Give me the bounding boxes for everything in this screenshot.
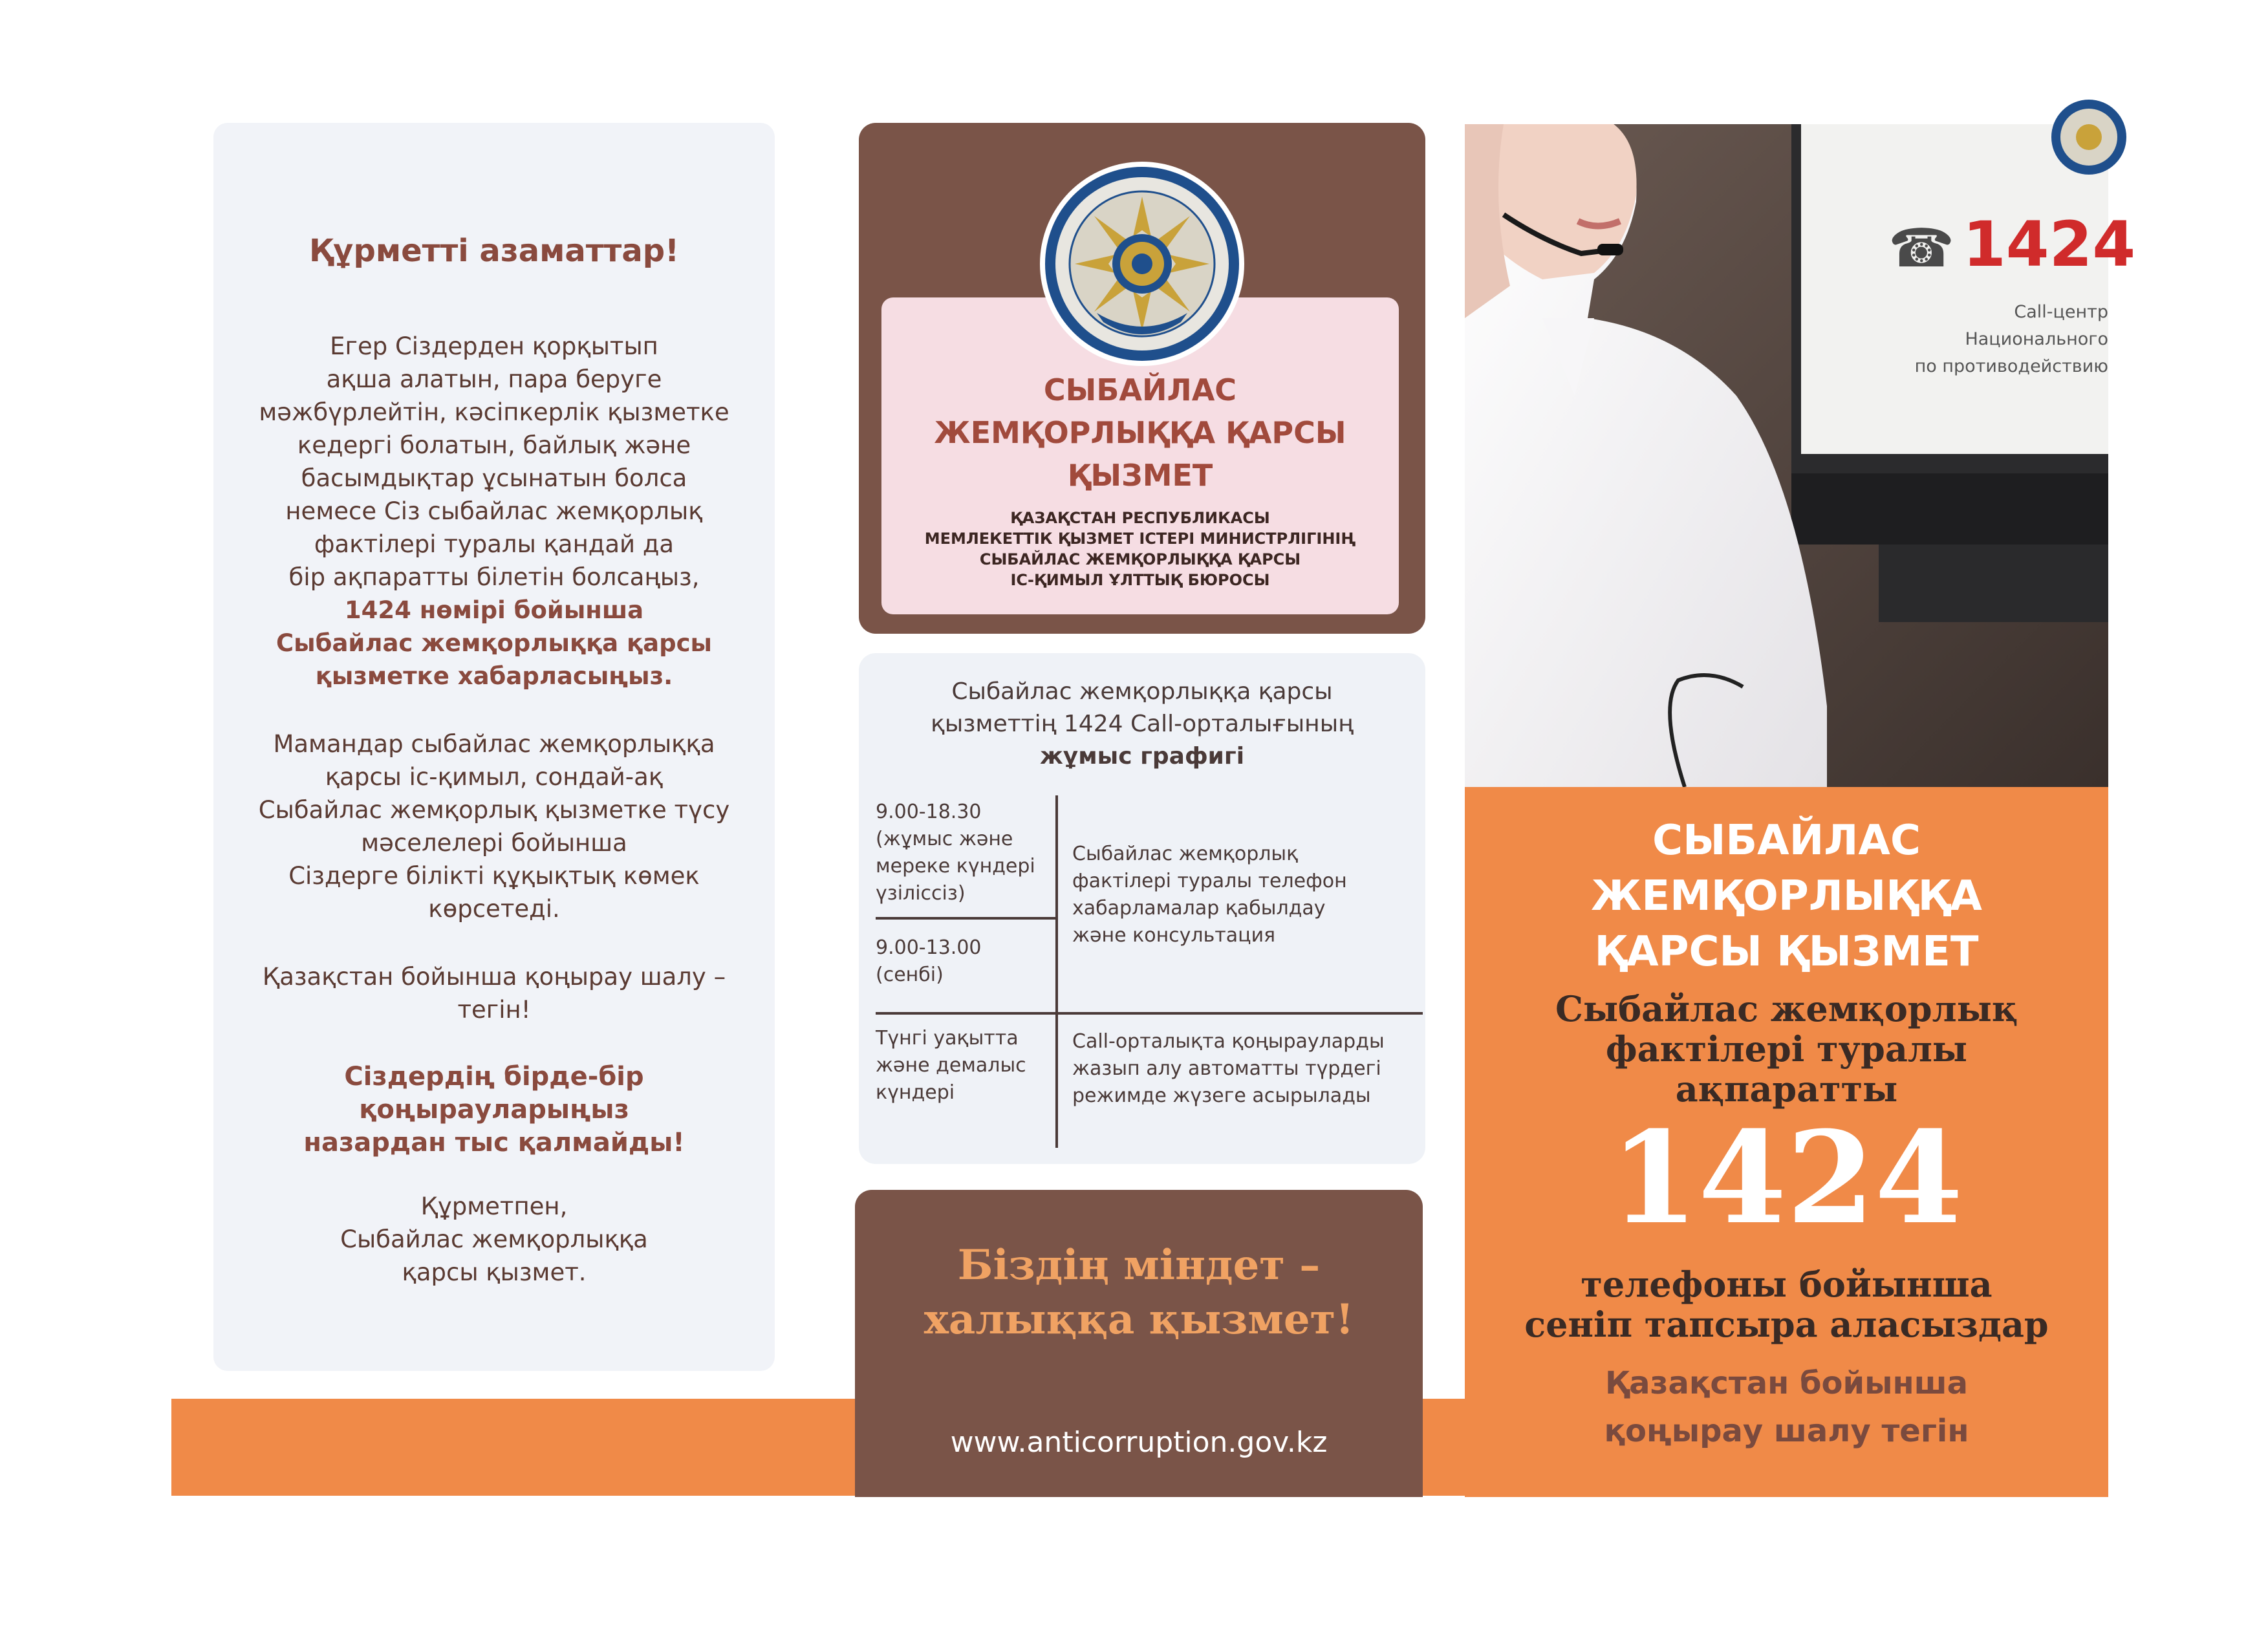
emblem-on-screen-icon bbox=[2050, 124, 2108, 176]
telephone-icon: ☎ bbox=[1888, 218, 1955, 279]
paragraph-3: Қазақстан бойынша қоңырау шалу – тегін! bbox=[262, 963, 726, 1024]
agency-title: СЫБАЙЛАС ЖЕМҚОРЛЫҚҚА ҚАРСЫ ҚЫЗМЕТ bbox=[934, 372, 1346, 493]
signature: Құрметпен, Сыбайлас жемқорлыққа қарсы қызмет. bbox=[340, 1192, 648, 1286]
row-divider bbox=[876, 1012, 1423, 1015]
left-panel bbox=[213, 123, 775, 1371]
screen-caption: Call-центр Национального по противодействию bbox=[1914, 302, 2108, 376]
column-divider bbox=[1055, 795, 1058, 1148]
hotline-lead: Сыбайлас жемқорлық фактілері туралы ақпаратты bbox=[1555, 988, 2018, 1110]
call-center-schedule bbox=[859, 653, 1425, 1164]
call-center-photo bbox=[1465, 124, 2136, 787]
hotline-panel bbox=[1465, 787, 2108, 1497]
paragraph-1: Егер Сіздерден қорқытып ақша алатын, пара беруге мәжбүрлейтін, кәсіпкерлік қызметке кедергі болатын, байлық және басымдықтар ұсынатын болса немесе Сіз сыбайлас жемқорлық фактілері туралы қандай да бір ақпаратты білетін болсаңыз, 1424 нөмірі бойынша Сыбайлас жемқорлыққа қарсы қызметке хабарласыңыз. bbox=[259, 332, 729, 690]
motto-text: Біздің міндет – халыққа қызмет! bbox=[923, 1241, 1354, 1344]
schedule-night: Түнгі уақытта және демалыс күндері bbox=[876, 1027, 1026, 1104]
schedule-description-calls: Сыбайлас жемқорлық фактілері туралы телефон хабарламалар қабылдау және консультация bbox=[1072, 843, 1347, 947]
agency-subtitle: ҚАЗАҚСТАН РЕСПУБЛИКАСЫ МЕМЛЕКЕТТІК ҚЫЗМЕТ ІСТЕРІ МИНИСТРЛІГІНІҢ СЫБАЙЛАС ЖЕМҚОРЛЫҚҚА ҚАРСЫ ІС-ҚИМЫЛ ҰЛТТЫҚ БЮРОСЫ bbox=[924, 509, 1356, 589]
agency-logo-card bbox=[859, 123, 1425, 634]
schedule-heading: Сыбайлас жемқорлыққа қарсы қызметтің 1424 Call-орталығының жұмыс графигі bbox=[931, 678, 1354, 770]
screen-number: 1424 bbox=[1963, 208, 2136, 281]
greeting: Құрметті азаматтар! bbox=[308, 233, 679, 269]
state-emblem-icon bbox=[1037, 159, 1247, 369]
hotline-number: 1424 bbox=[1610, 1104, 1963, 1253]
website-link[interactable]: www.anticorruption.gov.kz bbox=[950, 1426, 1328, 1459]
row-divider bbox=[876, 917, 1055, 920]
schedule-saturday: 9.00-13.00 (сенбі) bbox=[876, 936, 982, 986]
motto-card bbox=[855, 1190, 1423, 1497]
hotline-tail: телефоны бойынша сеніп тапсыра аласыздар bbox=[1524, 1264, 2049, 1345]
schedule-description-recording: Call-орталықта қоңырауларды жазып алу автоматты түрдегі режимде жүзеге асырылады bbox=[1072, 1030, 1385, 1107]
paragraph-2: Мамандар сыбайлас жемқорлыққа қарсы іс-қимыл, сондай-ақ Сыбайлас жемқорлық қызметке түсу мәселелері бойынша Сіздерге білікті құқықтық көмек көрсетеді. bbox=[258, 730, 730, 923]
hotline-title: СЫБАЙЛАС ЖЕМҚОРЛЫҚҚА ҚАРСЫ ҚЫЗМЕТ bbox=[1591, 817, 1982, 976]
paragraph-4: Сіздердің бірде-бір қоңырауларыңыз назардан тыс қалмайды! bbox=[303, 1062, 685, 1158]
free-call-note: Қазақстан бойынша қоңырау шалу тегін bbox=[1604, 1365, 1969, 1449]
schedule-weekday: 9.00-18.30 (жұмыс және мереке күндері үзіліссіз) bbox=[876, 801, 1035, 905]
